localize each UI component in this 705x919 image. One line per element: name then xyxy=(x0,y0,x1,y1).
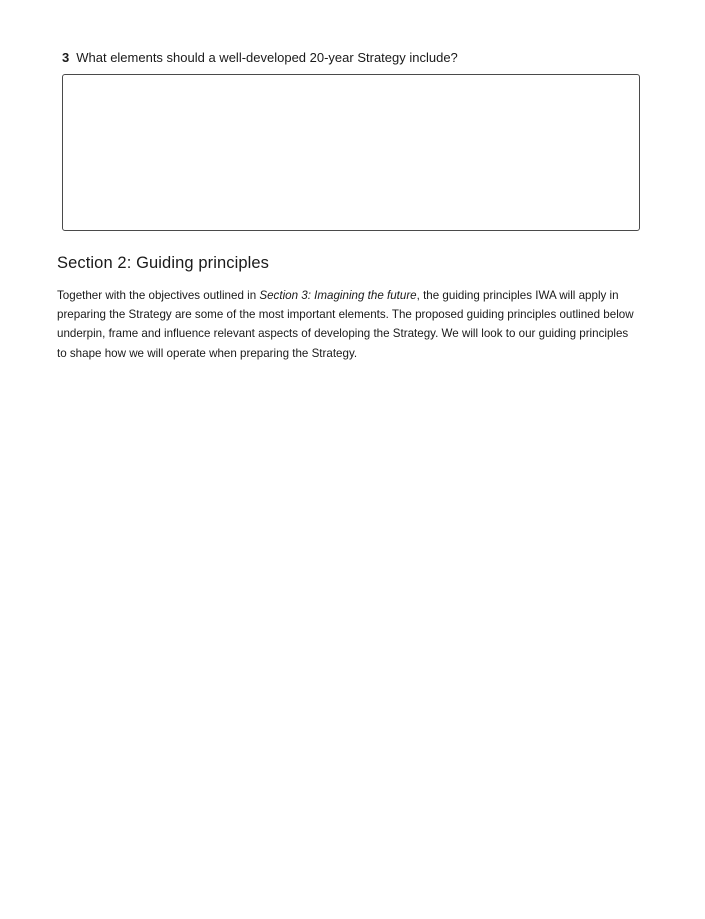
paragraph-part-1: Together with the objectives outlined in xyxy=(57,289,260,302)
section-paragraph xyxy=(57,286,639,363)
section-heading: Section 2: Guiding principles xyxy=(57,254,270,272)
question-number: 3 xyxy=(62,50,70,65)
question-text: What elements should a well-developed 20-year Strategy include? xyxy=(76,50,458,65)
paragraph-part-2: , the guiding principles IWA will apply in preparing the Strategy are some of the most important elements. The proposed guiding principles outlined below underpin, frame and influence relevant aspects of developing the Strategy. We will look to our guiding principles to shape how we will operate when preparing the Strategy. xyxy=(57,289,634,360)
question-heading xyxy=(62,50,642,66)
question-block xyxy=(62,50,642,66)
answer-textbox[interactable] xyxy=(62,74,640,231)
paragraph-italic-reference: Section 3: Imagining the future xyxy=(259,289,417,302)
